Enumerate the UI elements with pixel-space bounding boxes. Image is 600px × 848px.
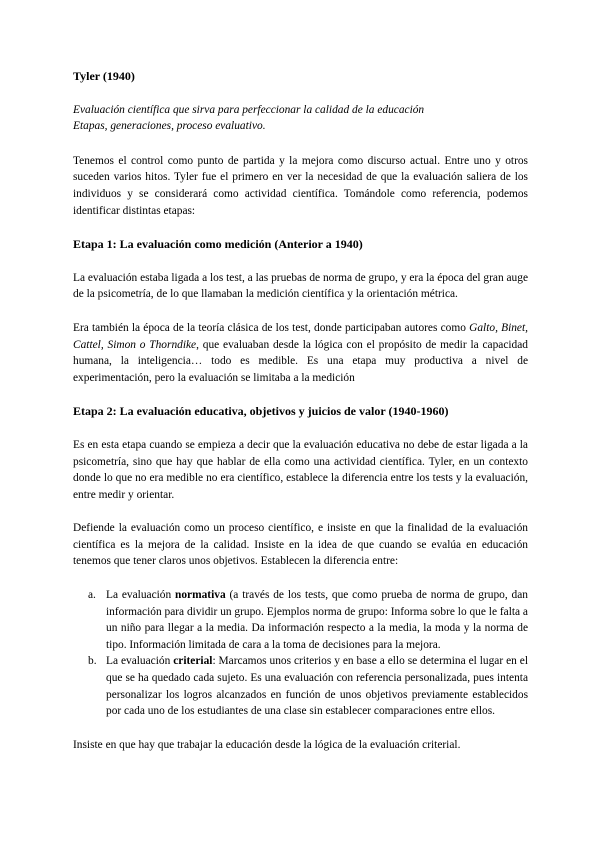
list-item-lead: La evaluación <box>106 655 174 668</box>
stage1-paragraph-2-after: , que evaluaban desde la lógica con el propósito de medir la capacidad humana, la inteligencia… todo es medible. Es una etapa muy productiva a nivel de experimentación, pero la evaluación se limitaba a la medición <box>73 338 528 384</box>
stage1-heading: Etapa 1: La evaluación como medición (Anterior a 1940) <box>73 237 363 252</box>
stage1-authors: Galto, Binet, Cattel, Simon o Thorndike <box>73 321 528 351</box>
stage1-paragraph-2-before: Era también la época de la teoría clásica de los test, donde participaban autores como <box>73 321 470 334</box>
list-item-text: (a través de los tests, que como prueba de norma de grupo, dan información para dividir un grupo. Ejemplos norma de grupo: Informa sobre lo que le falta a un niño para llegar a la media. Da información respecto a la media, la moda y la norma de tipo. Información limitada de cara a la toma de decisiones para la mejora. <box>106 589 528 651</box>
list-marker: a. <box>88 589 96 602</box>
subtitle-line-2: Etapas, generaciones, proceso evaluativo. <box>73 120 266 133</box>
closing-paragraph: Insiste en que hay que trabajar la educación desde la lógica de la evaluación criterial. <box>73 738 461 751</box>
list-item-criterial <box>88 653 528 719</box>
document-title: Tyler (1940) <box>73 69 135 83</box>
subtitle-line-1: Evaluación científica que sirva para perfeccionar la calidad de la educación <box>73 103 425 116</box>
list-marker: b. <box>88 655 97 668</box>
list-item-term: criterial <box>173 655 213 668</box>
list-item-term: normativa <box>175 589 226 602</box>
stage1-paragraph-1: La evaluación estaba ligada a los test, a las pruebas de norma de grupo, y era la época del gran auge de la psicometría, de lo que llamaban la medición científica y la orientación métrica. <box>73 271 528 301</box>
stage2-paragraph-1: Es en esta etapa cuando se empieza a decir que la evaluación educativa no debe de estar ligada a la psicometría, sino que hay que hablar de ella como una actividad científica. Tyler, en un contexto donde lo que no era medible no era científico, establece la diferencia entre los tests y la evaluación, entre medir y orientar. <box>73 438 528 501</box>
list-item-normativa <box>88 587 528 653</box>
evaluation-types-list <box>73 587 528 720</box>
stage2-heading: Etapa 2: La evaluación educativa, objetivos y juicios de valor (1940-1960) <box>73 404 449 419</box>
stage2-paragraph-2: Defiende la evaluación como un proceso científico, e insiste en que la finalidad de la evaluación científica es la mejora de la calidad. Insiste en la idea de que cuando se evalúa en educación tenemos que tener claros unos objetivos. Establecen la diferencia entre: <box>73 522 528 568</box>
intro-paragraph: Tenemos el control como punto de partida y la mejora como discurso actual. Entre uno y otros suceden varios hitos. Tyler fue el primero en ver la necesidad de que la evaluación saliera de los individuos y se considerará como actividad científica. Tomándole como referencia, podemos identificar distintas etapas: <box>73 154 528 217</box>
list-item-text: : Marcamos unos criterios y en base a ello se determina el lugar en el que se ha quedado cada sujeto. Es una evaluación con referencia personalizada, pues intenta personalizar los logros alcanzados en función de unos objetivos previamente establecidos por cada uno de los estudiantes de una clase sin establecer comparaciones entre ellos. <box>106 655 528 718</box>
list-item-lead: La evaluación <box>106 589 176 602</box>
stage1-paragraph-2 <box>73 320 528 386</box>
